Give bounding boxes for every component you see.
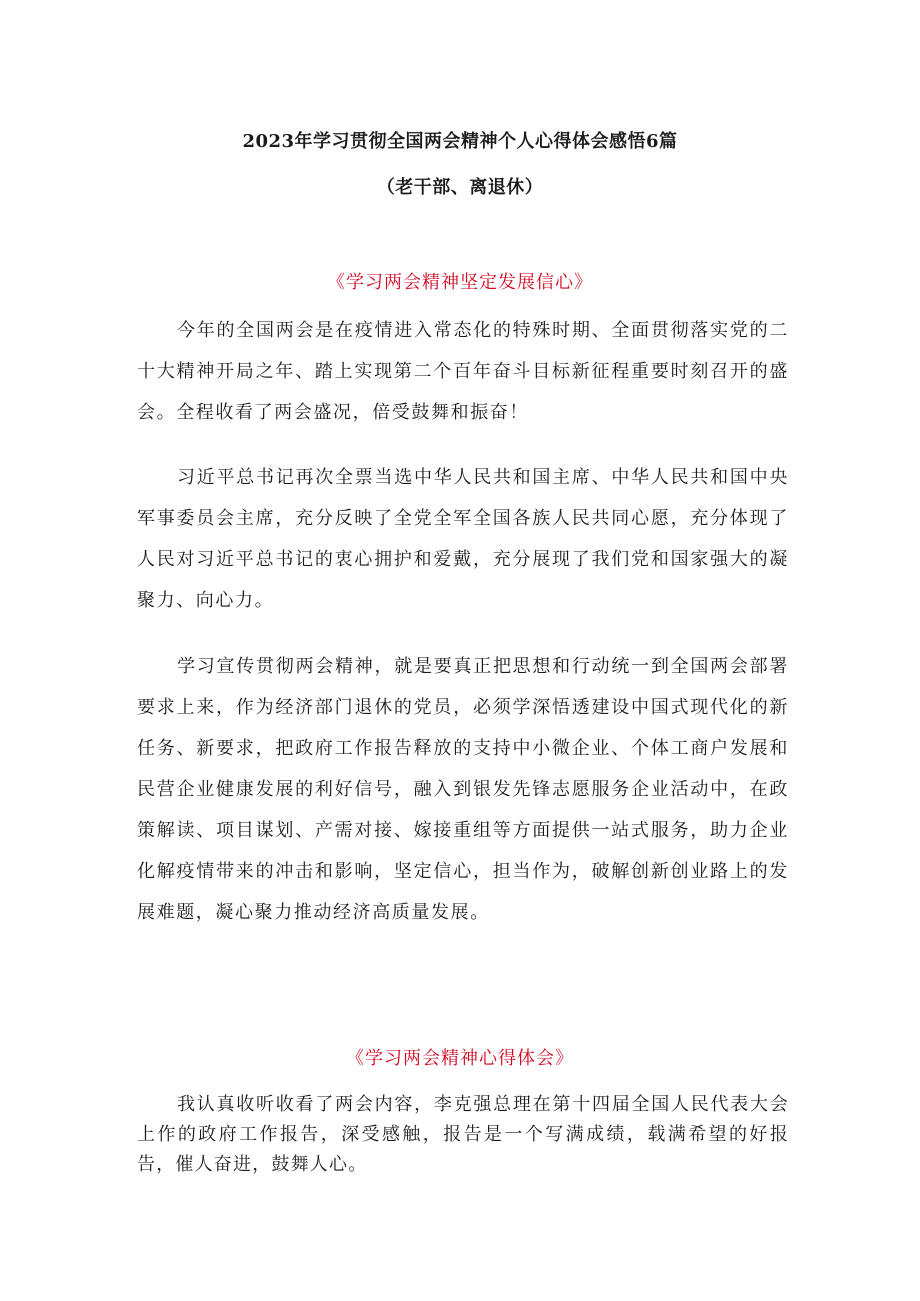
body-paragraph: 今年的全国两会是在疫情进入常态化的特殊时期、全面贯彻落实党的二十大精神开局之年、踏上实现第二个百年奋斗目标新征程重要时刻召开的盛会。全程收看了两会盛况，倍受鼓舞和振奋！ — [137, 320, 789, 423]
body-paragraph: 我认真收听收看了两会内容，李克强总理在第十四届全国人民代表大会上作的政府工作报告，深受感触，报告是一个写满成绩，载满希望的好报告，催人奋进，鼓舞人心。 — [137, 1094, 789, 1175]
section-heading: 《学习两会精神心得体会》 — [346, 1048, 574, 1069]
body-paragraph: 学习宣传贯彻两会精神，就是要真正把思想和行动统一到全国两会部署要求上来，作为经济部门退休的党员，必须学深悟透建设中国式现代化的新任务、新要求，把政府工作报告释放的支持中小微企业、个体工商户发展和民营企业健康发展的利好信号，融入到银发先锋志愿服务企业活动中，在政策解读、项目谋划、产需对接、嫁接重组等方面提供一站式服务，助力企业化解疫情带来的冲击和影响，坚定信心，担当作为，破解创新创业路上的发展难题，凝心聚力推动经济高质量发展。 — [137, 656, 789, 923]
section-heading: 《学习两会精神坚定发展信心》 — [327, 272, 593, 293]
document-title: 2023年学习贯彻全国两会精神个人心得体会感悟6篇 — [242, 131, 678, 152]
body-paragraph: 习近平总书记再次全票当选中华人民共和国主席、中华人民共和国中央军事委员会主席，充分反映了全党全军全国各族人民共同心愿，充分体现了人民对习近平总书记的衷心拥护和爱戴，充分展现了我们党和国家强大的凝聚力、向心力。 — [137, 467, 789, 611]
document-subtitle: （老干部、离退休） — [376, 177, 544, 198]
